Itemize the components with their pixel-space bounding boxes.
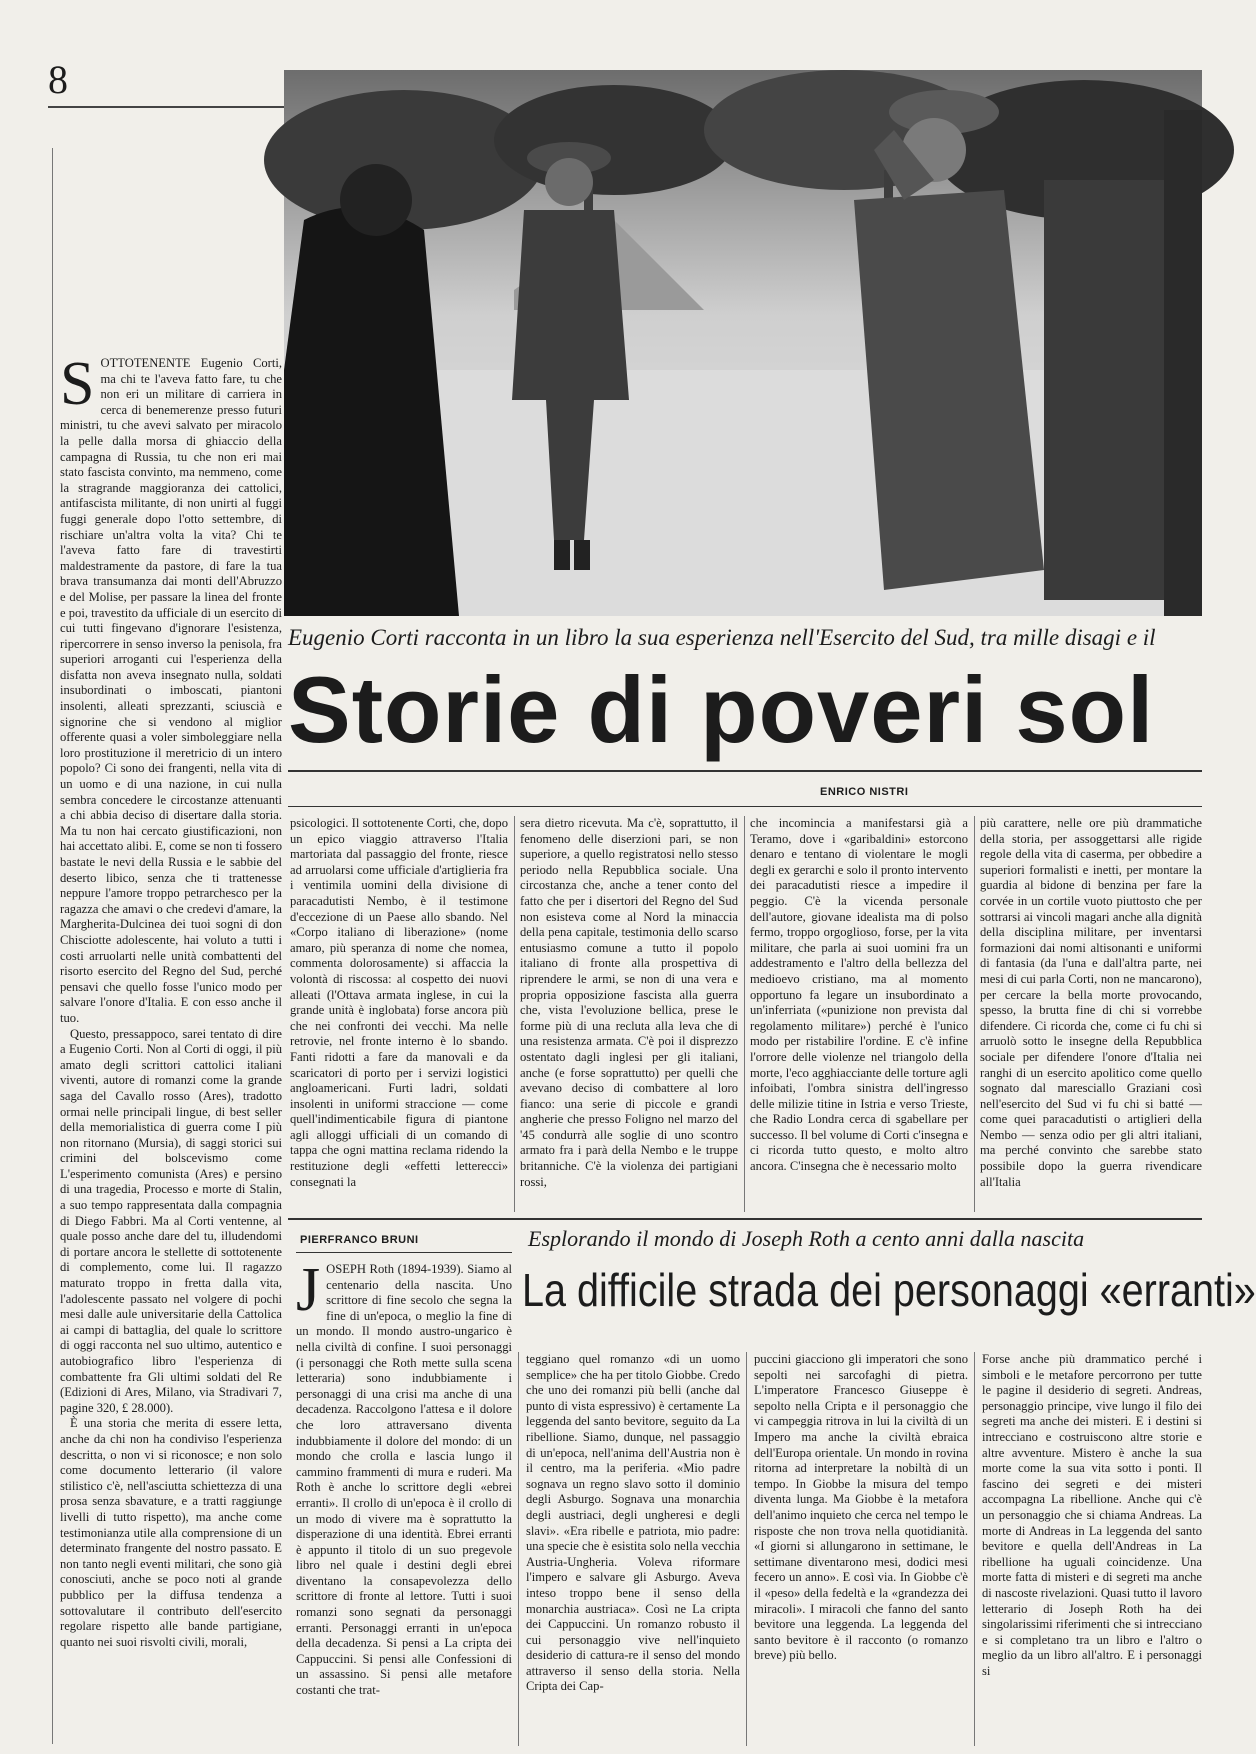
bottom-article-rule [288,1218,1202,1220]
paragraph: OSEPH Roth (1894-1939). Siamo al centenario della nascita. Uno scrittore di fine secolo che segna la fine di un'epoca, o meglio la fine di un mondo. Il mondo austro-ungarico è nella civiltà di confine. I suoi personaggi (i personaggi che Roth mette sulla scena letteraria) sono indubbiamente i personaggi di una crisi ma anche di una decadenza. Raccolgono l'attesa e il dolore che loro attraversano diventa indubbiamente il dolore del mondo: di un mondo che crolla e lascia lungo il cammino frammenti di mura e ruderi. Ma Roth è anche lo scrittore degli «ebrei erranti». Il crollo di un'epoca è il crollo di un modo di vivere ma è soprattutto la disperazione di una identità. Ebrei erranti è appunto il titolo di un suo pregevole libro nel quale i destini degli ebrei diventano la consapevolezza dello scrittore di fronte al lettore. Tutti i suoi romanzi sono segnati da personaggi erranti. Personaggi erranti in un'epoca della decadenza. Si pensi a La cripta dei Cappuccini. Si pensi alle Confessioni di un assassino. Si pensi alle metafore costanti che trat- [296,1262,512,1698]
headline-rule [288,770,1202,772]
bottom-column-3: puccini giacciono gli imperatori che sono sepolti nei sarcofaghi di pietra. L'imperatore Francesco Giuseppe è sepolto nella Cripta e il personaggio che vi campeggia ritrova in lui la civiltà di un Impero ma anche la civiltà ebraica dell'Europa orientale. Un mondo in rovina ritorna ad interpretare la nobiltà di un tempo. In Giobbe la misura del tempo diventa lunga. Ma Giobbe è la metafora dell'animo inquieto che cerca nel tempo le risposte che non trova nella quotidianità. «I giorni si allungarono in settimane, le settimane diventarono mesi, dodici mesi fecero un anno». E così via. In Giobbe c'è il «peso» della fedeltà e la «grandezza dei miracoli». I miracoli che fanno del santo bevitore una leggenda. La leggenda del santo bevitore è il racconto (o romanzo breve) più bello. [754,1352,968,1663]
drop-cap: S [60,350,95,418]
byline-bottom-rule [296,1252,512,1253]
column-divider [518,1352,519,1746]
article-column-2: sera dietro ricevuta. Ma c'è, soprattutto, il fenomeno delle diserzioni pari, se non superiore, a quello registratosi nello stesso periodo nella Repubblica sociale. Una circostanza che, anche a tener conto del fatto che per i disertori del Regno del Sud non esisteva come al Nord la minaccia della pena capitale, testimonia dello scarso entusiasmo comune a tutto il popolo italiano di fronte alla prospettiva di riprendere le armi, se non di una vera e propria opposizione fascista alla guerra che, vista l'evoluzione bellica, prese le forme più di una recluta alla leva che di una resistenza armata. C'è poi il disprezzo ostentato dagli inglesi per gli italiani, anche (e forse soprattutto) per quelli che avevano deciso di combattere al loro fianco: una serie di piccole e grandi angherie che presso Foligno nel marzo del '45 condurrà alle soglie di uno scontro armato fra i parà della Nembo e le truppe britanniche. C'è la violenza dei partigiani rossi, [520,816,738,1189]
photo-scene [284,70,1202,616]
byline-top: ENRICO NISTRI [820,786,909,798]
byline-rule [288,806,1202,807]
bottom-column-1 [296,1256,512,1746]
article-photo [284,70,1202,616]
main-headline: Storie di poveri sol [288,657,1155,762]
bottom-kicker: Esplorando il mondo di Joseph Roth a cento anni dalla nascita [528,1226,1085,1251]
article-column-3: che incomincia a manifestarsi già a Teramo, dove i «garibaldini» estorcono denaro e tentano di violentare le mogli degli ex gerarchi e solo il pronto intervento dei paracadutisti riesce a impedire il peggio. C'è la vicenda personale dell'autore, giovane idealista ma di polso fermo, troppo orgoglioso, forse, per la vita militare, che parla ai suoi uomini fra un addestramento e l'altro della bellezza del medioevo cristiano, ma al momento opportuno fa legare un insubordinato a un'inferriata («punizione non prevista dal regolamento militare») perché è l'unico modo per ristabilire l'ordine. E c'è infine l'orrore delle violenze nel triangolo della morte, l'eco agghiacciante delle torture agli infoibati, l'ombra sinistra dell'ingresso delle milizie titine in Istria e verso Trieste, che Radio Londra cerca di sgabellare per successo. Il bel volume di Corti c'insegna e ci ricorda tutto questo, e molto altro ancora. C'insegna che è necessario molto [750,816,968,1174]
column-divider-left [52,148,53,1744]
page-number: 8 [48,57,68,102]
paragraph: Questo, pressappoco, sarei tentato di dire a Eugenio Corti. Non al Corti di oggi, il più amato degli scrittori cattolici italiani viventi, autore di romanzi come la grande saga del Cavallo rosso (Ares), tradotto ormai nelle principali lingue, di best seller della memorialistica di guerra come I più non ritornano (Mursia), di saggi storici sui crimini del bolscevismo come L'esperimento comunista (Ares) e persino di una tragedia, Processo e morte di Stalin, a suo tempo rappresentata dalla compagnia di Diego Fabbri. Ma al Corti ventenne, al quale posso anche dare del tu, illudendomi di portare ancora le stellette di sottotenente di complemento, come lui. Il ragazzo maturato troppo in fretta dalla vita, l'adolescente passato nel volgere di pochi mesi dalle aule universitarie della Cattolica ai campi di battaglia, del quale lo scrittore di oggi racconta nel suo ultimo, autentico e autobiografico libro l'esperienza di combattente fra Gli ultimi soldati del Re (Edizioni di Ares, Milano, via Stradivari 7, pagine 320, £ 28.000). [60,1026,282,1415]
article-column-left [60,350,282,1746]
bottom-headline: La difficile strada dei personaggi «erranti» [522,1264,1256,1316]
drop-cap: J [296,1256,321,1324]
column-divider [514,816,515,1212]
photo-caption: Eugenio Corti racconta in un libro la sua esperienza nell'Esercito del Sud, tra mille disagi e il [288,625,1156,650]
article-column-1: psicologici. Il sottotenente Corti, che, dopo un epico viaggio attraverso l'Italia martoriata dal passaggio del fronte, riesce ad arruolarsi come ufficiale d'artiglieria fra i ventimila uomini della divisione di paracadutisti Nembo, è il testimone d'eccezione di un Paese allo sbando. Nel «Corpo italiano di liberazione» (nome amaro, più speranza di nome che nomea, commenta dolorosamente) si affaccia la volontà di riscossa: al cospetto dei nuovi alleati (l'Ottava armata inglese, in cui la grande unità è inglobata) forse ancora più che nei confronti dei vecchi. Ma nelle retrovie, nel fronte interno è lo sbando. Fanti ridotti a fare da manovali e da scaricatori di porto per i servizi logistici angloamericani. Furti ladri, soldati insolenti in uniformi straccione — come quell'indimenticabile figura di piantone agli alloggi ufficiali di un comando di tappa che ogni mattina reclama ridendo la restituzione degli «effetti letterecci» consegnati la [290,816,508,1189]
paragraph: È una storia che merita di essere letta, anche da chi non ha condiviso l'esperienza descritta, o non vi si riconosce; e non solo come documento letterario (il valore stilistico c'è, nell'asciutta schiettezza di una prosa senza sbavature, e a tratti raggiunge livelli di tutto rispetto), ma anche come testimonianza utile alla comprensione di un determinato frangente del nostro passato. E non tanto negli eventi militari, che sono già conosciuti, anche se poco noti al grande pubblico per la diffusa tendenza a sottovalutare il contributo dell'esercito regolare rispetto alle bande partigiane, quanto nei suoi risvolti civili, morali, [60,1416,282,1649]
column-divider [744,816,745,1212]
top-rule [48,106,288,108]
column-divider [746,1352,747,1746]
bottom-column-2: teggiano quel romanzo «di un uomo semplice» che ha per titolo Giobbe. Credo che uno dei romanzi più belli (anche dal punto di vista espressivo) è certamente La leggenda del santo bevitore, seguito da La ribellione. Siamo, dunque, nel passaggio di un'epoca, nell'anima dell'Austria non è il centro, ma la periferia. «Mio padre sognava un regno slavo sotto il dominio degli Asburgo. Sognava una monarchia degli austriaci, degli ungheresi e degli slavi». «Era ribelle e patriota, mio padre: una specie che è esistita solo nella vecchia Austria-Ungheria. Voleva riformare l'impero e salvare gli Asburgo. Aveva inteso troppo bene il senso della monarchia austriaca». Così ne La cripta dei Cappuccini. Un romanzo robusto il cui personaggio vive nell'inquieto desiderio di cattura-re il senso del mondo attraverso il senso della storia. Nella Cripta dei Cap- [526,1352,740,1694]
byline-bottom: PIERFRANCO BRUNI [300,1234,419,1246]
paragraph: OTTOTENENTE Eugenio Corti, ma chi te l'aveva fatto fare, tu che non eri un militare di carriera in cerca di benemerenze presso futuri ministri, tu che avevi salvato per miracolo la pelle dalla morsa di ghiaccio della campagna di Russia, tu che non eri mai stato fascista convinto, ma nemmeno, come la stragrande maggioranza dei cattolici, antifascista militante, di non unirti al fuggi fuggi generale dopo l'otto settembre, di rischiare un'altra volta la vita? Chi te l'aveva fatto fare di travestirti maldestramente da pastore, di fare la tua brava transumanza dai monti dell'Abruzzo e del Molise, per passare la linea del fronte e poi, travestito da ufficiale di un esercito di cui tutti fingevano d'ignorare l'esistenza, ripercorrere in senso inverso la penisola, fra superiori arroganti cui l'esperienza della disfatta non aveva insegnato nulla, soldati insubordinati o imboscati, piantoni insolenti, alleati sprezzanti, sciuscià e signorine che si vendono al miglior offerente quasi a voler simboleggiare nella loro prostituzione il meretricio di un intero popolo? Ci sono dei frangenti, nella vita di un uomo e di una nazione, in cui nulla sembra concedere le circostanze attenuanti a chi abbia deciso di disertare dalla storia. Ma tu non hai cercato giustificazioni, non hai accettato alibi. E, come se non ti fossero bastate le nevi della Russia e le sabbie del deserto libico, senza che ti trattenesse neppure l'amore troppo petrarchesco per la ragazza che amavi o che credevi d'amare, la Margherita-Dulcinea dei tuoi sogni di don Chisciotte adolescente, hai voluto a tutti i costi arruolarti nelle unità combattenti del risorto esercito del Regno del Sud, perché pensavi che quello fosse l'unico modo per salvare l'onore d'Italia. E con esso anche il tuo. [60,356,282,1025]
article-column-4: più carattere, nelle ore più drammatiche della storia, per assoggettarsi alle rigide regole della vita di caserma, per obbedire a superiori formalisti e inetti, per montare la guardia al bidone di benzina per fare la corvée in un cortile vuoto piuttosto che per sottrarsi ai vincoli magari anche alla dignità della disciplina militare, per inventarsi formazioni dai nomi altisonanti e uniformi di fantasia (da l'una e dall'altra parte, nei mesi di cui parla Corti, non ne mancarono), per cercare la bella morte provocando, spesso, la brutta fine di chi si vorrebbe difendere. Ci ricorda che, come ci fu chi si arruolò sotto le insegne della Repubblica sociale per difendere l'onore d'Italia nei ranghi di un esercito apolitico come quello sognato dal maresciallo Graziani così nell'esercito del Sud vi fu chi si batté — come quei paracadutisti o artiglieri della Nembo — senza odio per gli altri italiani, ma perché convinto che sarebbe stato possibile dopo la guerra rivendicare all'Italia [980,816,1202,1189]
bottom-column-4: Forse anche più drammatico perché i simboli e le metafore percorrono per tutte le pagine il desiderio di segreti. Andreas, personaggio principe, vive lungo il filo dei segreti ma anche dei misteri. E i destini si intrecciano e costruiscono altre storie e altre avventure. Mistero è anche la sua morte come la sua vita sotto i ponti. Il fascino dei segreti e dei misteri accompagna La ribellione. Anche qui c'è un personaggio che si chiama Andreas. La morte di Andreas in La leggenda del santo bevitore e quella dell'Andreas in La ribellione ha uguali coincidenze. Una morte fatta di misteri e di segreti ma anche di nascoste rivelazioni. Quasi tutto il lavoro letterario di Joseph Roth ha dei singolarissimi riferimenti che si intrecciano e si completano tra un libro e l'altro o meglio da un libro all'altro. E i personaggi si [982,1352,1202,1678]
column-divider [974,1352,975,1746]
column-divider [974,816,975,1212]
